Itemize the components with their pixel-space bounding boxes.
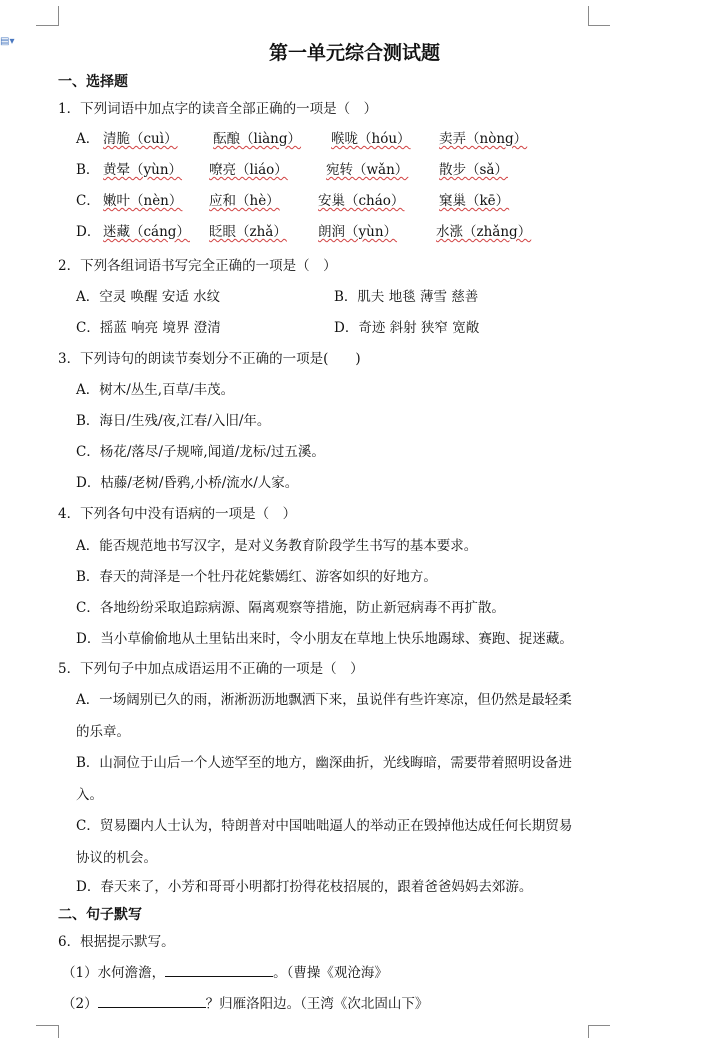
navigation-pane-icon[interactable]: ▤▾ <box>0 36 15 47</box>
q6-line-2 <box>62 992 428 1012</box>
question-6-stem: 6．根据提示默写。 <box>58 934 175 950</box>
q6-line-2-suffix: ？归雁洛阳边。（王湾《次北固山下》 <box>205 996 429 1012</box>
crop-mark-bottom-left-v <box>58 1025 59 1038</box>
q4-option-a: A．能否规范地书写汉字，是对义务教育阶段学生书写的基本要求。 <box>76 538 478 554</box>
q2-option-b: B．肌夫 地毯 薄雪 慈善 <box>334 289 479 305</box>
q1-option-a-word-4: 卖弄（nòng） <box>439 131 528 147</box>
q6-line-1 <box>62 961 388 981</box>
q6-line-1-blank[interactable] <box>165 964 273 977</box>
q5-option-c-line-2: 协议的机会。 <box>76 850 157 866</box>
question-4-stem: 4．下列各句中没有语病的一项是（ ） <box>58 506 297 522</box>
q5-option-d: D．春天来了，小芳和哥哥小明都打扮得花枝招展的，跟着爸爸妈妈去郊游。 <box>76 879 533 895</box>
crop-mark-bottom-left-h <box>36 1025 58 1026</box>
q1-option-c-word-4: 窠巢（kē） <box>439 193 510 209</box>
q6-line-2-prefix: （2） <box>62 996 98 1012</box>
q4-option-b: B．春天的菏泽是一个牡丹花姹紫嫣红、游客如织的好地方。 <box>76 569 437 585</box>
q5-option-b-line-2: 入。 <box>76 787 103 803</box>
q1-option-b-word-2: 嘹亮（liáo） <box>209 162 288 178</box>
q1-option-c-word-2: 应和（hè） <box>209 193 280 209</box>
q2-option-a: A．空灵 唤醒 安适 水纹 <box>76 289 221 305</box>
q1-option-c-label: C． <box>76 193 100 209</box>
question-2-stem: 2．下列各组词语书写完全正确的一项是（ ） <box>58 258 337 274</box>
q1-option-d-word-3: 朗润（yùn） <box>318 224 398 240</box>
q6-line-1-prefix: （1）水何澹澹， <box>62 965 166 981</box>
q1-option-b-word-3: 宛转（wǎn） <box>326 162 409 178</box>
q1-option-b-label: B． <box>76 162 100 178</box>
crop-mark-top-right-h <box>588 25 610 26</box>
question-5-stem: 5．下列句子中加点成语运用不正确的一项是（ ） <box>58 661 364 677</box>
q6-line-2-blank[interactable] <box>98 995 206 1008</box>
crop-mark-bottom-right-h <box>588 1025 610 1026</box>
q3-option-d: D．枯藤/老树/昏鸦,小桥/流水/人家。 <box>76 475 299 491</box>
q3-option-a: A．树木/丛生,百草/丰茂。 <box>76 382 235 398</box>
section-heading-dictation: 二、句子默写 <box>58 907 142 923</box>
crop-mark-top-right-v <box>588 6 589 26</box>
q1-option-c-word-1: 嫩叶（nèn） <box>103 193 183 209</box>
q2-option-d: D．奇迹 斜射 狭窄 宽敞 <box>334 320 480 336</box>
q1-option-a-label: A． <box>76 131 100 147</box>
q1-option-b-word-4: 散步（sǎ） <box>439 162 508 178</box>
crop-mark-bottom-right-v <box>588 1025 589 1038</box>
q5-option-a-line-1: A．一场阔别已久的雨，淅淅沥沥地飘洒下来，虽说伴有些许寒凉，但仍然是最轻柔 <box>76 692 572 708</box>
question-1-stem: 1．下列词语中加点字的读音全部正确的一项是（ ） <box>58 101 378 117</box>
q2-option-c: C．摇蓝 响亮 境界 澄清 <box>76 320 221 336</box>
q1-option-a-word-2: 酝酿（liàng） <box>213 131 302 147</box>
q1-option-b-word-1: 黄晕（yùn） <box>103 162 183 178</box>
crop-mark-top-left-v <box>58 6 59 26</box>
q6-line-1-suffix: 。（曹操《观沧海》 <box>273 965 388 981</box>
q3-option-b: B．海日/生残/夜,江春/入旧/年。 <box>76 413 271 429</box>
q5-option-c-line-1: C．贸易圈内人士认为，特朗普对中国咄咄逼人的举动正在毁掉他达成任何长期贸易 <box>76 818 573 834</box>
question-3-stem: 3．下列诗句的朗读节奏划分不正确的一项是( ) <box>58 351 361 367</box>
q1-option-d-word-4: 水涨（zhǎng） <box>436 224 532 240</box>
q5-option-a-line-2: 的乐章。 <box>76 724 130 740</box>
crop-mark-top-left-h <box>36 25 58 26</box>
q3-option-c: C．杨花/落尽/子规啼,闻道/龙标/过五溪。 <box>76 444 325 460</box>
section-heading-choice: 一、选择题 <box>58 74 128 90</box>
q1-option-c-word-3: 安巢（cháo） <box>318 193 405 209</box>
q1-option-d-word-2: 眨眼（zhǎ） <box>209 224 287 240</box>
q5-option-b-line-1: B．山洞位于山后一个人迹罕至的地方，幽深曲折，光线晦暗，需要带着照明设备进 <box>76 755 572 771</box>
q1-option-a-word-1: 清脆（cuì） <box>103 131 178 147</box>
q1-option-d-word-1: 迷藏（cáng） <box>103 224 190 240</box>
q4-option-d: D．当小草偷偷地从土里钻出来时，令小朋友在草地上快乐地踢球、赛跑、捉迷藏。 <box>76 631 573 647</box>
q1-option-d-label: D． <box>76 224 101 240</box>
q4-option-c: C．各地纷纷采取追踪病源、隔离观察等措施，防止新冠病毒不再扩散。 <box>76 600 505 616</box>
page-title: 第一单元综合测试题 <box>268 42 440 64</box>
q1-option-a-word-3: 喉咙（hóu） <box>331 131 411 147</box>
